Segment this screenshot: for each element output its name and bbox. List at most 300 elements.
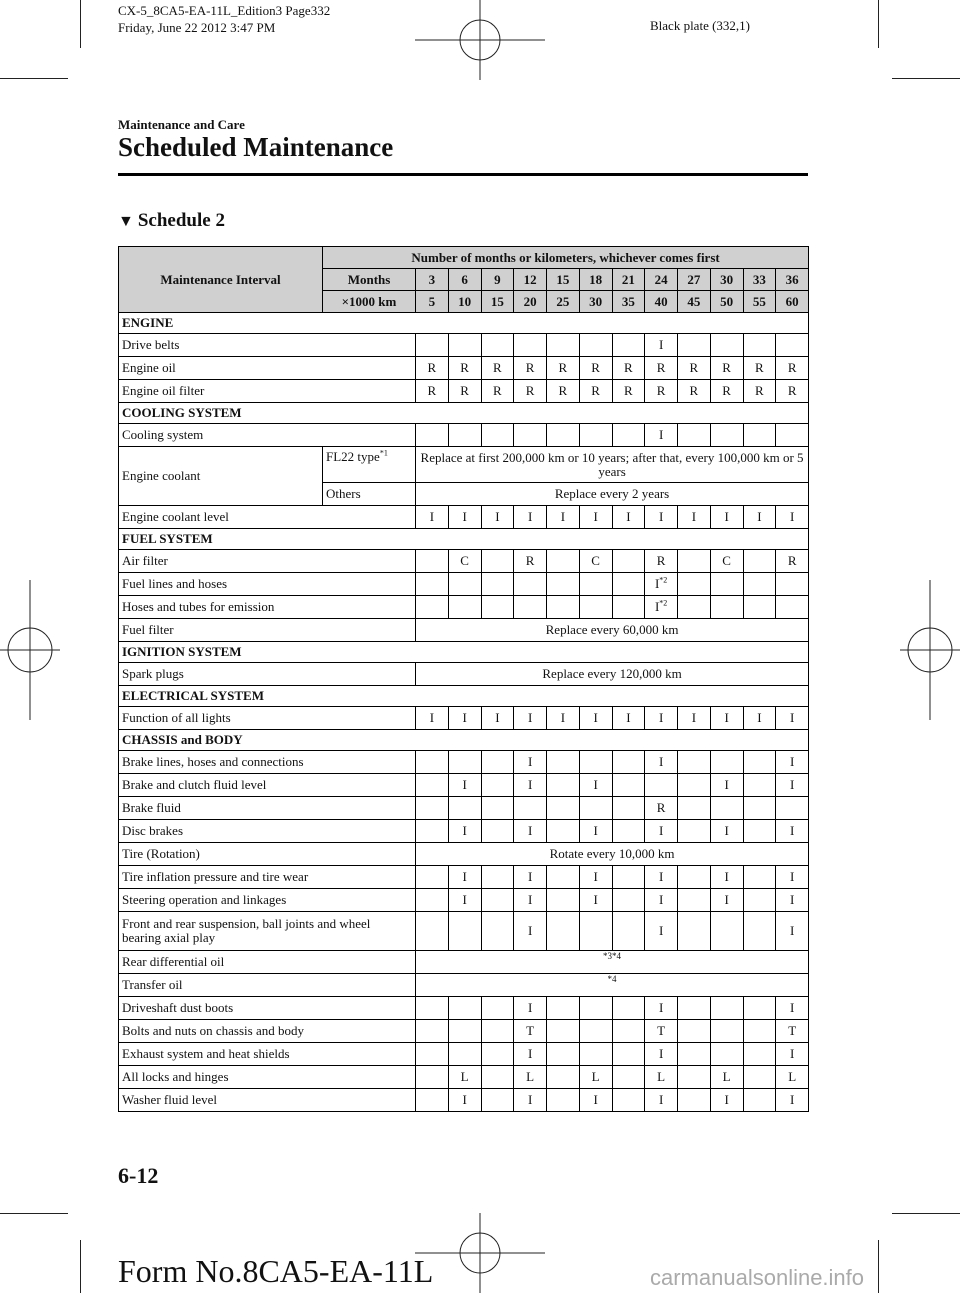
- cell-value: I: [724, 777, 729, 792]
- item-label: Drive belts: [119, 334, 416, 357]
- cell-value: I: [462, 1092, 467, 1107]
- cell-value: I: [429, 509, 435, 524]
- interval-cell: [448, 1089, 481, 1112]
- interval-cell: [514, 380, 547, 403]
- cell-value: I: [658, 1000, 664, 1015]
- month-cell: 21: [612, 269, 645, 291]
- interval-cell: [678, 820, 711, 843]
- interval-cell: [645, 866, 678, 889]
- month-cell: 33: [743, 269, 776, 291]
- interval-cell: [547, 912, 580, 951]
- interval-cell: [743, 334, 776, 357]
- footnote-cell: [416, 974, 809, 997]
- interval-cell: [579, 334, 612, 357]
- interval-cell: [514, 889, 547, 912]
- interval-cell: [579, 596, 612, 619]
- interval-cell: [678, 550, 711, 573]
- cell-value: I: [527, 1046, 533, 1061]
- interval-cell: [514, 997, 547, 1020]
- cell-value: I: [527, 823, 533, 838]
- footnote-ref: *1: [379, 448, 388, 458]
- cell-value: L: [460, 1069, 469, 1084]
- interval-cell: [416, 380, 449, 403]
- interval-cell: [612, 596, 645, 619]
- item-label: Washer fluid level: [119, 1089, 416, 1112]
- cell-value: I: [495, 710, 500, 725]
- interval-cell: [547, 334, 580, 357]
- interval-cell: [743, 1089, 776, 1112]
- interval-cell: [514, 334, 547, 357]
- interval-cell: [514, 866, 547, 889]
- cell-value: I: [790, 823, 795, 838]
- cell-value: R: [460, 360, 469, 375]
- cell-value: L: [657, 1069, 666, 1084]
- item-label: Rear differential oil: [119, 951, 416, 974]
- cell-value: R: [525, 360, 535, 375]
- interval-cell: [612, 550, 645, 573]
- interval-cell: [776, 707, 809, 730]
- cell-value: I: [626, 710, 631, 725]
- km-cell: 10: [448, 291, 481, 313]
- interval-cell: [547, 380, 580, 403]
- interval-cell: [710, 997, 743, 1020]
- crop-mark: [878, 0, 879, 48]
- interval-cell: [678, 912, 711, 951]
- footnote-cell: [416, 951, 809, 974]
- interval-cell: [579, 1043, 612, 1066]
- interval-cell: [547, 889, 580, 912]
- interval-cell: [547, 550, 580, 573]
- interval-cell: [481, 797, 514, 820]
- lights-row: [119, 707, 809, 730]
- km-cell: 45: [678, 291, 711, 313]
- interval-cell: [514, 1043, 547, 1066]
- km-label: ×1000 km: [323, 291, 416, 313]
- interval-cell: [710, 357, 743, 380]
- month-cell: 15: [547, 269, 580, 291]
- cell-value: R: [722, 360, 731, 375]
- cell-value: I: [593, 892, 598, 907]
- engine-oil-row: [119, 357, 809, 380]
- interval-cell: [678, 596, 711, 619]
- cell-value: R: [689, 383, 699, 398]
- interval-cell: [579, 820, 612, 843]
- month-cell: 30: [710, 269, 743, 291]
- interval-cell: [416, 573, 449, 596]
- interval-cell: [416, 820, 449, 843]
- interval-cell: [776, 334, 809, 357]
- header-row: [119, 247, 809, 269]
- cell-value: R: [493, 360, 502, 375]
- interval-cell: [514, 596, 547, 619]
- interval-cell: [645, 797, 678, 820]
- interval-cell: [547, 1043, 580, 1066]
- maintenance-table: [118, 246, 809, 1112]
- interval-cell: [579, 866, 612, 889]
- footnote-ref: *2: [659, 598, 668, 608]
- interval-cell: [710, 774, 743, 797]
- cell-value: R: [755, 360, 764, 375]
- interval-cell: [710, 550, 743, 573]
- interval-cell: [481, 573, 514, 596]
- interval-cell: [547, 774, 580, 797]
- exhaust-row: [119, 1043, 809, 1066]
- interval-cell: [678, 1089, 711, 1112]
- interval-cell: [416, 866, 449, 889]
- interval-cell: [612, 357, 645, 380]
- cell-value: I: [724, 509, 729, 524]
- interval-text: Replace every 120,000 km: [416, 663, 809, 686]
- interval-cell: [645, 1089, 678, 1112]
- interval-cell: [481, 424, 514, 447]
- item-label: Hoses and tubes for emission: [119, 596, 416, 619]
- interval-cell: [645, 1020, 678, 1043]
- cell-value: I: [658, 337, 664, 352]
- interval-cell: [612, 866, 645, 889]
- interval-cell: [448, 1043, 481, 1066]
- interval-cell: [612, 912, 645, 951]
- interval-cell: [448, 573, 481, 596]
- interval-cell: [481, 334, 514, 357]
- interval-cell: [481, 550, 514, 573]
- hoses-emission-row: [119, 596, 809, 619]
- cell-value: I: [593, 823, 598, 838]
- interval-cell: [579, 774, 612, 797]
- category-row: [119, 313, 809, 334]
- cell-value: I: [593, 1092, 598, 1107]
- category-electrical: ELECTRICAL SYSTEM: [119, 686, 809, 707]
- km-cell: 25: [547, 291, 580, 313]
- cell-value: L: [591, 1069, 600, 1084]
- month-cell: 36: [776, 269, 809, 291]
- interval-cell: [416, 797, 449, 820]
- cell-value: I: [691, 710, 697, 725]
- km-cell: 40: [645, 291, 678, 313]
- item-label: Engine oil filter: [119, 380, 416, 403]
- interval-cell: [743, 380, 776, 403]
- interval-cell: [547, 1089, 580, 1112]
- interval-cell: [678, 774, 711, 797]
- interval-cell: [612, 1066, 645, 1089]
- item-label: Brake fluid: [119, 797, 416, 820]
- interval-cell: [547, 866, 580, 889]
- interval-cell: [612, 797, 645, 820]
- cell-value: R: [591, 360, 600, 375]
- washer-row: [119, 1089, 809, 1112]
- item-label: Function of all lights: [119, 707, 416, 730]
- interval-cell: [645, 1043, 678, 1066]
- cell-value: R: [558, 360, 568, 375]
- cell-value: I: [724, 823, 729, 838]
- interval-cell: [448, 997, 481, 1020]
- interval-cell: [416, 997, 449, 1020]
- interval-cell: [547, 596, 580, 619]
- interval-cell: [645, 334, 678, 357]
- interval-cell: [678, 424, 711, 447]
- month-cell: 9: [481, 269, 514, 291]
- interval-cell: [776, 751, 809, 774]
- cell-value: I: [658, 754, 664, 769]
- interval-cell: [743, 707, 776, 730]
- watermark: carmanualsonline.info: [650, 1265, 865, 1290]
- interval-cell: [678, 707, 711, 730]
- interval-cell: [645, 424, 678, 447]
- item-label: Exhaust system and heat shields: [119, 1043, 416, 1066]
- interval-cell: [448, 774, 481, 797]
- cell-value: I: [724, 1092, 729, 1107]
- interval-cell: [514, 1020, 547, 1043]
- interval-cell: [547, 424, 580, 447]
- cell-value: I: [790, 754, 795, 769]
- print-header: [118, 2, 330, 36]
- interval-cell: [481, 751, 514, 774]
- interval-cell: [710, 820, 743, 843]
- fuel-filter-row: [119, 619, 809, 642]
- interval-cell: [416, 550, 449, 573]
- interval-cell: [514, 707, 547, 730]
- interval-cell: [645, 596, 678, 619]
- engine-coolant-label: Engine coolant: [119, 447, 323, 506]
- registration-mark-left: [0, 580, 60, 720]
- interval-cell: [448, 550, 481, 573]
- transfer-row: [119, 974, 809, 997]
- interval-cell: [514, 506, 547, 529]
- tire-inflation-row: [119, 866, 809, 889]
- interval-cell: [645, 380, 678, 403]
- item-label: Tire inflation pressure and tire wear: [119, 866, 416, 889]
- cell-value: R: [656, 383, 666, 398]
- cell-value: I: [790, 509, 795, 524]
- item-label: Steering operation and linkages: [119, 889, 416, 912]
- interval-cell: [612, 1043, 645, 1066]
- cell-value: I: [790, 869, 795, 884]
- interval-cell: [448, 424, 481, 447]
- cell-value: I: [790, 923, 795, 938]
- interval-cell: [645, 889, 678, 912]
- footnote-ref: *3*4: [603, 950, 622, 961]
- interval-cell: [448, 707, 481, 730]
- triangle-icon: ▼: [118, 213, 134, 230]
- interval-cell: [776, 889, 809, 912]
- cell-value: I: [527, 509, 533, 524]
- registration-mark-bottom: [415, 1213, 545, 1293]
- item-label: Fuel lines and hoses: [119, 573, 416, 596]
- interval-cell: [743, 1020, 776, 1043]
- interval-cell: [547, 797, 580, 820]
- item-label: Transfer oil: [119, 974, 416, 997]
- month-cell: 12: [514, 269, 547, 291]
- interval-cell: [547, 751, 580, 774]
- cell-value: I: [654, 599, 660, 614]
- interval-cell: [710, 506, 743, 529]
- interval-cell: [776, 357, 809, 380]
- cell-value: I: [658, 427, 664, 442]
- interval-cell: [743, 912, 776, 951]
- cell-value: I: [593, 869, 598, 884]
- engine-coolant-level-row: [119, 506, 809, 529]
- interval-cell: [710, 596, 743, 619]
- interval-cell: [710, 1043, 743, 1066]
- interval-cell: [710, 751, 743, 774]
- interval-cell: [743, 506, 776, 529]
- interval-cell: [678, 380, 711, 403]
- item-label: Fuel filter: [119, 619, 416, 642]
- category-row: [119, 529, 809, 550]
- cell-value: I: [593, 777, 598, 792]
- drive-belts-row: [119, 334, 809, 357]
- spark-plugs-row: [119, 663, 809, 686]
- month-cell: 18: [579, 269, 612, 291]
- interval-cell: [579, 380, 612, 403]
- interval-cell: [481, 1089, 514, 1112]
- interval-cell: [448, 1066, 481, 1089]
- interval-cell: [448, 866, 481, 889]
- interval-cell: [416, 889, 449, 912]
- item-label: Disc brakes: [119, 820, 416, 843]
- item-label: Tire (Rotation): [119, 843, 416, 866]
- interval-cell: [678, 1020, 711, 1043]
- cell-value: R: [689, 360, 699, 375]
- interval-cell: [776, 820, 809, 843]
- interval-cell: [481, 506, 514, 529]
- interval-cell: [710, 707, 743, 730]
- cell-value: I: [495, 509, 500, 524]
- interval-cell: [514, 797, 547, 820]
- interval-cell: [710, 334, 743, 357]
- crop-mark: [878, 1240, 879, 1293]
- interval-cell: [645, 774, 678, 797]
- schedule-title: Schedule 2: [137, 210, 225, 231]
- cell-value: I: [658, 710, 664, 725]
- interval-cell: [416, 596, 449, 619]
- interval-cell: [448, 912, 481, 951]
- interval-cell: [547, 820, 580, 843]
- interval-cell: [514, 751, 547, 774]
- interval-cell: [612, 820, 645, 843]
- section-title: Maintenance and Care: [118, 117, 245, 132]
- km-cell: 5: [416, 291, 449, 313]
- interval-cell: [776, 1066, 809, 1089]
- registration-mark-right: [900, 580, 960, 720]
- cell-value: I: [790, 892, 795, 907]
- month-cell: 27: [678, 269, 711, 291]
- item-label: Driveshaft dust boots: [119, 997, 416, 1020]
- interval-cell: [612, 707, 645, 730]
- crop-mark: [892, 78, 960, 79]
- interval-cell: [416, 1020, 449, 1043]
- page-title: Scheduled Maintenance: [118, 132, 394, 162]
- interval-cell: [416, 1089, 449, 1112]
- interval-cell: [776, 424, 809, 447]
- category-engine: ENGINE: [119, 313, 809, 334]
- interval-cell: [514, 573, 547, 596]
- months-label: Months: [323, 269, 416, 291]
- interval-cell: [612, 380, 645, 403]
- interval-cell: [678, 997, 711, 1020]
- item-label: Engine coolant level: [119, 506, 416, 529]
- cell-value: I: [691, 509, 697, 524]
- interval-cell: [416, 912, 449, 951]
- interval-cell: [579, 1020, 612, 1043]
- interval-cell: [776, 912, 809, 951]
- item-label: Bolts and nuts on chassis and body: [119, 1020, 416, 1043]
- cell-value: I: [462, 823, 467, 838]
- interval-cell: [481, 380, 514, 403]
- item-label: Engine oil: [119, 357, 416, 380]
- cell-value: I: [560, 509, 566, 524]
- interval-cell: [612, 506, 645, 529]
- interval-cell: [743, 866, 776, 889]
- interval-cell: [579, 357, 612, 380]
- form-number: Form No.8CA5-EA-11L: [118, 1253, 434, 1289]
- cell-value: R: [493, 383, 502, 398]
- brake-fluid-row: [119, 797, 809, 820]
- category-chassis: CHASSIS and BODY: [119, 730, 809, 751]
- interval-cell: [678, 1066, 711, 1089]
- interval-cell: [612, 573, 645, 596]
- interval-cell: [743, 797, 776, 820]
- locks-row: [119, 1066, 809, 1089]
- interval-cell: [481, 707, 514, 730]
- interval-cell: [645, 912, 678, 951]
- interval-cell: [678, 866, 711, 889]
- cell-value: I: [724, 892, 729, 907]
- interval-cell: [678, 889, 711, 912]
- interval-label: Maintenance Interval: [119, 247, 323, 313]
- suspension-row: [119, 912, 809, 951]
- interval-cell: [645, 1066, 678, 1089]
- interval-cell: [710, 866, 743, 889]
- interval-cell: [514, 357, 547, 380]
- interval-cell: [710, 573, 743, 596]
- interval-cell: [481, 1020, 514, 1043]
- cell-value: I: [429, 710, 435, 725]
- interval-cell: [612, 889, 645, 912]
- interval-cell: [448, 357, 481, 380]
- interval-cell: [776, 1089, 809, 1112]
- tire-rotation-row: [119, 843, 809, 866]
- cell-value: R: [787, 360, 797, 375]
- interval-cell: [514, 820, 547, 843]
- cell-value: L: [526, 1069, 535, 1084]
- brake-lines-row: [119, 751, 809, 774]
- interval-cell: [776, 997, 809, 1020]
- interval-cell: [743, 820, 776, 843]
- interval-cell: [743, 596, 776, 619]
- cell-value: R: [787, 553, 797, 568]
- item-label: Brake lines, hoses and connections: [119, 751, 416, 774]
- cell-value: I: [658, 509, 664, 524]
- interval-cell: [710, 424, 743, 447]
- date-line: Friday, June 22 2012 3:47 PM: [118, 20, 276, 35]
- cell-value: R: [624, 360, 633, 375]
- cell-value: R: [591, 383, 600, 398]
- interval-cell: [645, 997, 678, 1020]
- interval-cell: [481, 1066, 514, 1089]
- crop-mark: [80, 0, 81, 48]
- month-cell: 3: [416, 269, 449, 291]
- cell-value: I: [462, 892, 467, 907]
- interval-cell: [612, 424, 645, 447]
- cell-value: R: [787, 383, 797, 398]
- category-fuel: FUEL SYSTEM: [119, 529, 809, 550]
- cell-value: C: [460, 553, 469, 568]
- interval-cell: [579, 889, 612, 912]
- interval-cell: [579, 424, 612, 447]
- interval-text: Rotate every 10,000 km: [416, 843, 809, 866]
- interval-cell: [678, 1043, 711, 1066]
- interval-cell: [514, 424, 547, 447]
